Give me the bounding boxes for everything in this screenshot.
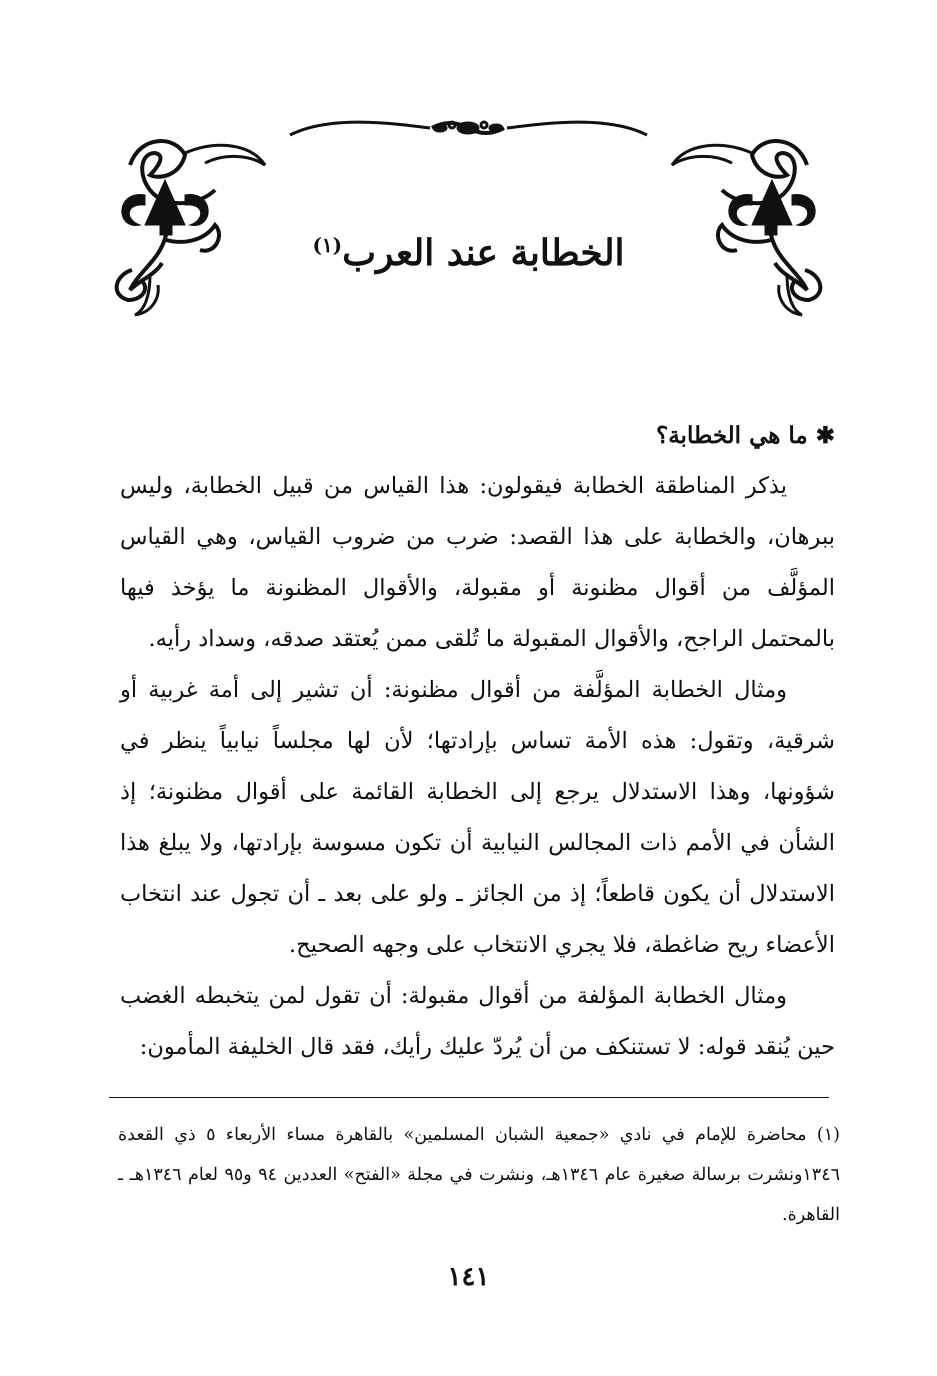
chapter-title-text: الخطابة عند العرب: [342, 232, 625, 274]
section-heading: [120, 410, 835, 461]
footnote-text: (١) محاضرة للإمام في نادي «جمعية الشبان المسلمين» بالقاهرة مساء الأربعاء ٥ ذي القعدة ١٣٤٦ونشرت برسالة صغيرة عام ١٣٤٦هـ، ونشرت في مجلة «الفتح» العددين ٩٤ و٩٥ لعام ١٣٤٦هـ ـ القاهرة.: [118, 1125, 841, 1225]
footnote: [118, 1115, 840, 1235]
asterisk-icon: ✱: [815, 422, 835, 449]
footnote-separator: [109, 1097, 829, 1098]
paragraph-2: ومثال الخطابة المؤلَّفة من أقوال مظنونة: أن تشير إلى أمة غربية أو شرقية، وتقول: هذه الأمة تساس بإرادتها؛ لأن لها مجلساً نيابياً ينظر في شؤونها، وهذا الاستدلال يرجع إلى الخطابة القائمة على أقوال مظنونة؛ إذ الشأن في الأمم ذات المجالس النيابية أن تكون مسوسة بإرادتها، ولا يبلغ هذا الاستدلال أن يكون قاطعاً؛ إذ من الجائز ـ ولو على بعد ـ أن تجول عند انتخاب الأعضاء ريح ضاغطة، فلا يجري الانتخاب على وجهه الصحيح.: [120, 677, 835, 958]
ornament-left-flower: [117, 141, 265, 315]
paragraph-1: يذكر المناطقة الخطابة فيقولون: هذا القياس من قبيل الخطابة، وليس ببرهان، والخطابة على هذا القصد: ضرب من ضروب القياس، وهي القياس المؤلَّف من أقوال مظنونة أو مقبولة، والأقوال المظنونة ما يؤخذ فيها بالمحتمل الراجح، والأقوال المقبولة ما تُلقى ممن يُعتقد صدقه، وسداد رأيه.: [120, 473, 835, 652]
paragraph-3: ومثال الخطابة المؤلفة من أقوال مقبولة: أن تقول لمن يتخبطه الغضب حين يُنقد قوله: لا تستنكف من أن يُردّ عليك رأيك، فقد قال الخليفة المأمون:: [120, 983, 835, 1060]
section-heading-text: ما هي الخطابة؟: [656, 422, 808, 449]
body-text: [120, 410, 835, 1073]
title-footnote-marker: (١): [312, 233, 343, 257]
chapter-title: [0, 232, 937, 274]
ornament-right-flower: [672, 141, 820, 315]
ornament-top-swirl: [290, 122, 647, 135]
header-ornament: [0, 95, 937, 325]
page-number: ١٤١: [447, 1262, 490, 1292]
